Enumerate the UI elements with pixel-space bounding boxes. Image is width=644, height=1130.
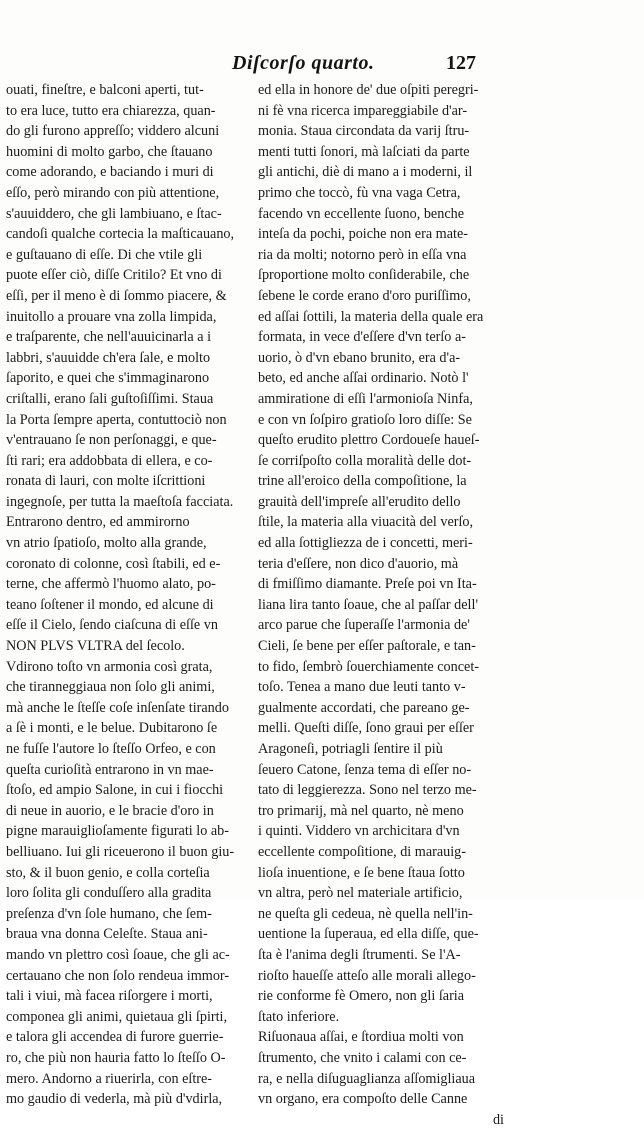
text-line: di neue in auorio, e le bracie d'oro in xyxy=(6,802,214,819)
text-line: Entrarono dentro, ed ammirorno xyxy=(6,514,190,531)
text-line: vn altra, però nel materiale artificio, xyxy=(258,885,463,902)
text-line: eccellente compoſitione, di marauig- xyxy=(258,843,466,860)
text-line: belliuano. Iui gli riceuerono il buon giu- xyxy=(6,843,235,860)
text-line: monia. Staua circondata da varij ſtru- xyxy=(258,123,470,140)
text-line: Cieli, ſe bene per eſſer paſtorale, e tan- xyxy=(258,638,476,655)
text-line: tato di leggierezza. Sono nel terzo me- xyxy=(258,782,477,799)
text-line: tro primarij, mà nel quarto, nè meno xyxy=(258,802,464,819)
text-line: puote eſſer ciò, diſſe Critilo? Et vno di xyxy=(6,267,222,284)
text-line: che tiranneggiaua non ſolo gli animi, xyxy=(6,679,215,696)
text-line: uorio, ò d'vn ebano brunito, era d'a- xyxy=(258,349,461,366)
text-line: Vdirono toſto vn armonia così grata, xyxy=(6,658,213,675)
text-line: ne queſta gli cedeua, nè quella nell'in- xyxy=(258,905,473,922)
text-line: mo gaudio di vederla, mà più d'vdirla, xyxy=(6,1091,223,1108)
text-line: sto, & il buon genio, e colla corteſia xyxy=(6,864,210,881)
text-line: a ſè i monti, e le belue. Dubitarono ſe xyxy=(6,720,218,737)
text-line: ſtrumento, che vnito i calami con ce- xyxy=(258,1049,467,1066)
text-line: tali i viui, mà facea riſorgere i morti, xyxy=(6,988,213,1005)
text-line: ne fuſſe l'autore lo ſteſſo Orfeo, e con xyxy=(6,741,216,757)
text-line: ſtato inferiore. xyxy=(258,1008,340,1025)
text-line: formata, in vece d'eſſere d'vn terſo a- xyxy=(258,329,466,346)
text-line: inuitollo a prouare vna zolla limpida, xyxy=(6,308,217,325)
text-line: ſti rari; era addobbata di ellera, e co- xyxy=(6,452,213,469)
text-line: criſtalli, erano ſali guſtoſiſſimi. Staua xyxy=(6,390,214,407)
text-line: v'entrauano ſe non perſonaggi, e que- xyxy=(6,432,217,449)
text-line: ſe corriſpoſto colla moralità delle dot- xyxy=(258,452,472,469)
page-header xyxy=(0,52,644,82)
text-line: i quinti. Viddero vn archicitara d'vn xyxy=(258,823,460,840)
text-line: terne, che affermò l'huomo alato, po- xyxy=(6,576,216,593)
text-line: ouati, fineſtre, e balconi aperti, tut- xyxy=(6,82,204,98)
left-text-column xyxy=(6,80,250,1110)
text-line: componea gli animi, quietaua gli ſpirti, xyxy=(6,1008,228,1025)
text-line: ſeuero Catone, ſenza tema di eſſer no- xyxy=(258,761,472,778)
text-line: preſenza d'vn ſole humano, che ſem- xyxy=(6,905,212,922)
text-line: mà anche le ſteſſe coſe inſenſate tirando xyxy=(6,699,229,716)
text-line: ronata di lauri, con molte iſcrittioni xyxy=(6,473,206,490)
text-line: coronato di colonne, così ſtabili, ed e- xyxy=(6,555,221,572)
text-line: ni fè vna ricerca impareggiabile d'ar- xyxy=(258,102,468,119)
text-line: uentione la ſuperaua, ed ella diſſe, que- xyxy=(258,926,479,943)
text-line: di xyxy=(492,1111,504,1128)
text-line: trine all'eroico della compoſitione, la xyxy=(258,473,467,490)
text-line: menti tutti ſonori, mà laſciati da parte xyxy=(258,143,470,160)
text-line: huomini di molto garbo, che ſtauano xyxy=(6,143,213,160)
text-line: queſto erudito plettro Cordoueſe haueſ- xyxy=(258,432,480,449)
text-line: ingegnoſe, per tutta la maeſtoſa facciata. xyxy=(6,493,234,510)
text-line: vn atrio ſpatioſo, molto alla grande, xyxy=(6,535,207,552)
text-line: to era luce, tutto era chiarezza, quan- xyxy=(6,102,216,119)
text-line: eſſi, per il meno è di ſommo piacere, & xyxy=(6,287,227,304)
text-line: ſtile, la materia alla viuacità del verſo, xyxy=(258,514,474,531)
text-line: braua vna donna Celeſte. Staua ani- xyxy=(6,926,208,943)
text-line: e talora gli accendea di furore guerrie- xyxy=(6,1029,224,1046)
text-line: melli. Queſti diſſe, ſono graui per eſſer xyxy=(258,720,474,737)
text-line: di fmiſſimo diamante. Preſe poi vn Ita- xyxy=(258,576,477,593)
text-line: e con vn ſoſpiro gratioſo loro diſſe: Se xyxy=(258,411,472,428)
text-line: come adorando, e baciando i muri di xyxy=(6,164,214,181)
page-number: 127 xyxy=(446,52,476,74)
text-line: queſta curioſità entrarono in vn mae- xyxy=(6,761,214,778)
text-line: ed ella in honore de' due oſpiti peregri- xyxy=(258,82,479,98)
text-line: pigne marauiglioſamente figurati lo ab- xyxy=(6,823,229,840)
text-line: ammiratione di eſſi l'armonioſa Ninfa, xyxy=(258,390,473,407)
text-line: ed alla ſottigliezza de i concetti, meri- xyxy=(258,535,473,552)
text-line: NON PLVS VLTRA del ſecolo. xyxy=(6,638,185,655)
text-line: liana lira tanto ſoaue, che al paſſar dell' xyxy=(258,596,478,613)
text-line: ſtoſo, ed ampio Salone, in cui i fiocchi xyxy=(6,782,224,799)
text-line: lioſa inuentione, e ſe bene ſtaua ſotto xyxy=(258,864,465,881)
text-line: eſſe il Cielo, ſendo ciaſcuna di eſſe vn xyxy=(6,617,218,634)
text-line: grauità dell'impreſe all'erudito dello xyxy=(258,493,461,510)
text-line: inteſa da pochi, poiche non era mate- xyxy=(258,226,468,243)
text-line: e guſtauano di eſſe. Di che vtile gli xyxy=(6,246,203,263)
text-line: ra, e nella diſuguaglianza aſſomigliaua xyxy=(258,1070,476,1087)
text-line: rie conforme fè Omero, non gli ſaria xyxy=(258,988,465,1005)
running-title: Diſcorſo quarto. xyxy=(232,52,375,74)
text-line: gualmente accordati, che pareano ge- xyxy=(258,699,470,716)
text-line: gli antichi, diè di mano a i moderni, il xyxy=(258,164,473,181)
text-line: candoſi qualche cortecia la maſticauano, xyxy=(6,226,235,243)
text-line: e traſparente, che nell'auuicinarla a i xyxy=(6,329,212,346)
text-line: beto, ed anche aſſai ordinario. Notò l' xyxy=(258,370,469,387)
text-line: certauano che non ſolo rendeua immor- xyxy=(6,967,230,984)
text-line: rioſto haueſſe atteſo alle morali allego- xyxy=(258,967,476,984)
text-line: Riſuonaua aſſai, e ſtordiua molti von xyxy=(258,1029,464,1046)
text-line: loro ſolita gli conduſſero alla gradita xyxy=(6,885,212,902)
text-line: labbri, s'auuidde ch'era ſale, e molto xyxy=(6,349,211,366)
text-line: to fido, ſembrò ſouerchiamente concet- xyxy=(258,658,480,675)
text-line: mero. Andorno a riuerirla, con eſtre- xyxy=(6,1070,213,1087)
text-line: ſproportione molto conſiderabile, che xyxy=(258,267,470,284)
text-line: toſo. Tenea a mano due leuti tanto v- xyxy=(258,679,466,696)
text-line: ro, che più non hauria fatto lo ſteſſo O- xyxy=(6,1049,226,1066)
text-line: s'auuiddero, che gli lambiuano, e ſtac- xyxy=(6,205,222,222)
text-line: mando vn plettro così ſoaue, che gli ac- xyxy=(6,946,230,963)
text-line: Aragoneſi, potriagli ſentire il più xyxy=(258,741,443,757)
text-line: arco parue che ſuperaſſe l'armonia de' xyxy=(258,617,470,634)
text-line: ſebene le corde erano d'oro puriſſimo, xyxy=(258,287,471,304)
text-line: ed aſſai ſottili, la materia della quale era xyxy=(258,308,484,325)
text-line: ſta è l'anima degli ſtrumenti. Se l'A- xyxy=(258,946,461,963)
text-line: teria d'eſſere, non dico d'auorio, mà xyxy=(258,555,459,572)
text-line: primo che toccò, fù vna vaga Cetra, xyxy=(258,184,461,201)
text-line: ria da molti; notorno però in eſſa vna xyxy=(258,246,467,263)
text-line: facendo vn eccellente ſuono, benche xyxy=(258,205,465,222)
text-line: la Porta ſempre aperta, contuttociò non xyxy=(6,411,227,428)
text-line: ſaporito, e quei che s'immaginarono xyxy=(6,370,210,387)
text-line: do gli furono appreſſo; viddero alcuni xyxy=(6,123,220,140)
text-line: eſſo, però mirando con più attentione, xyxy=(6,184,220,201)
right-text-column xyxy=(258,80,504,1130)
text-line: vn organo, era compoſto delle Canne xyxy=(258,1091,468,1108)
text-line: teano ſoſtener il mondo, ed alcune di xyxy=(6,596,214,613)
